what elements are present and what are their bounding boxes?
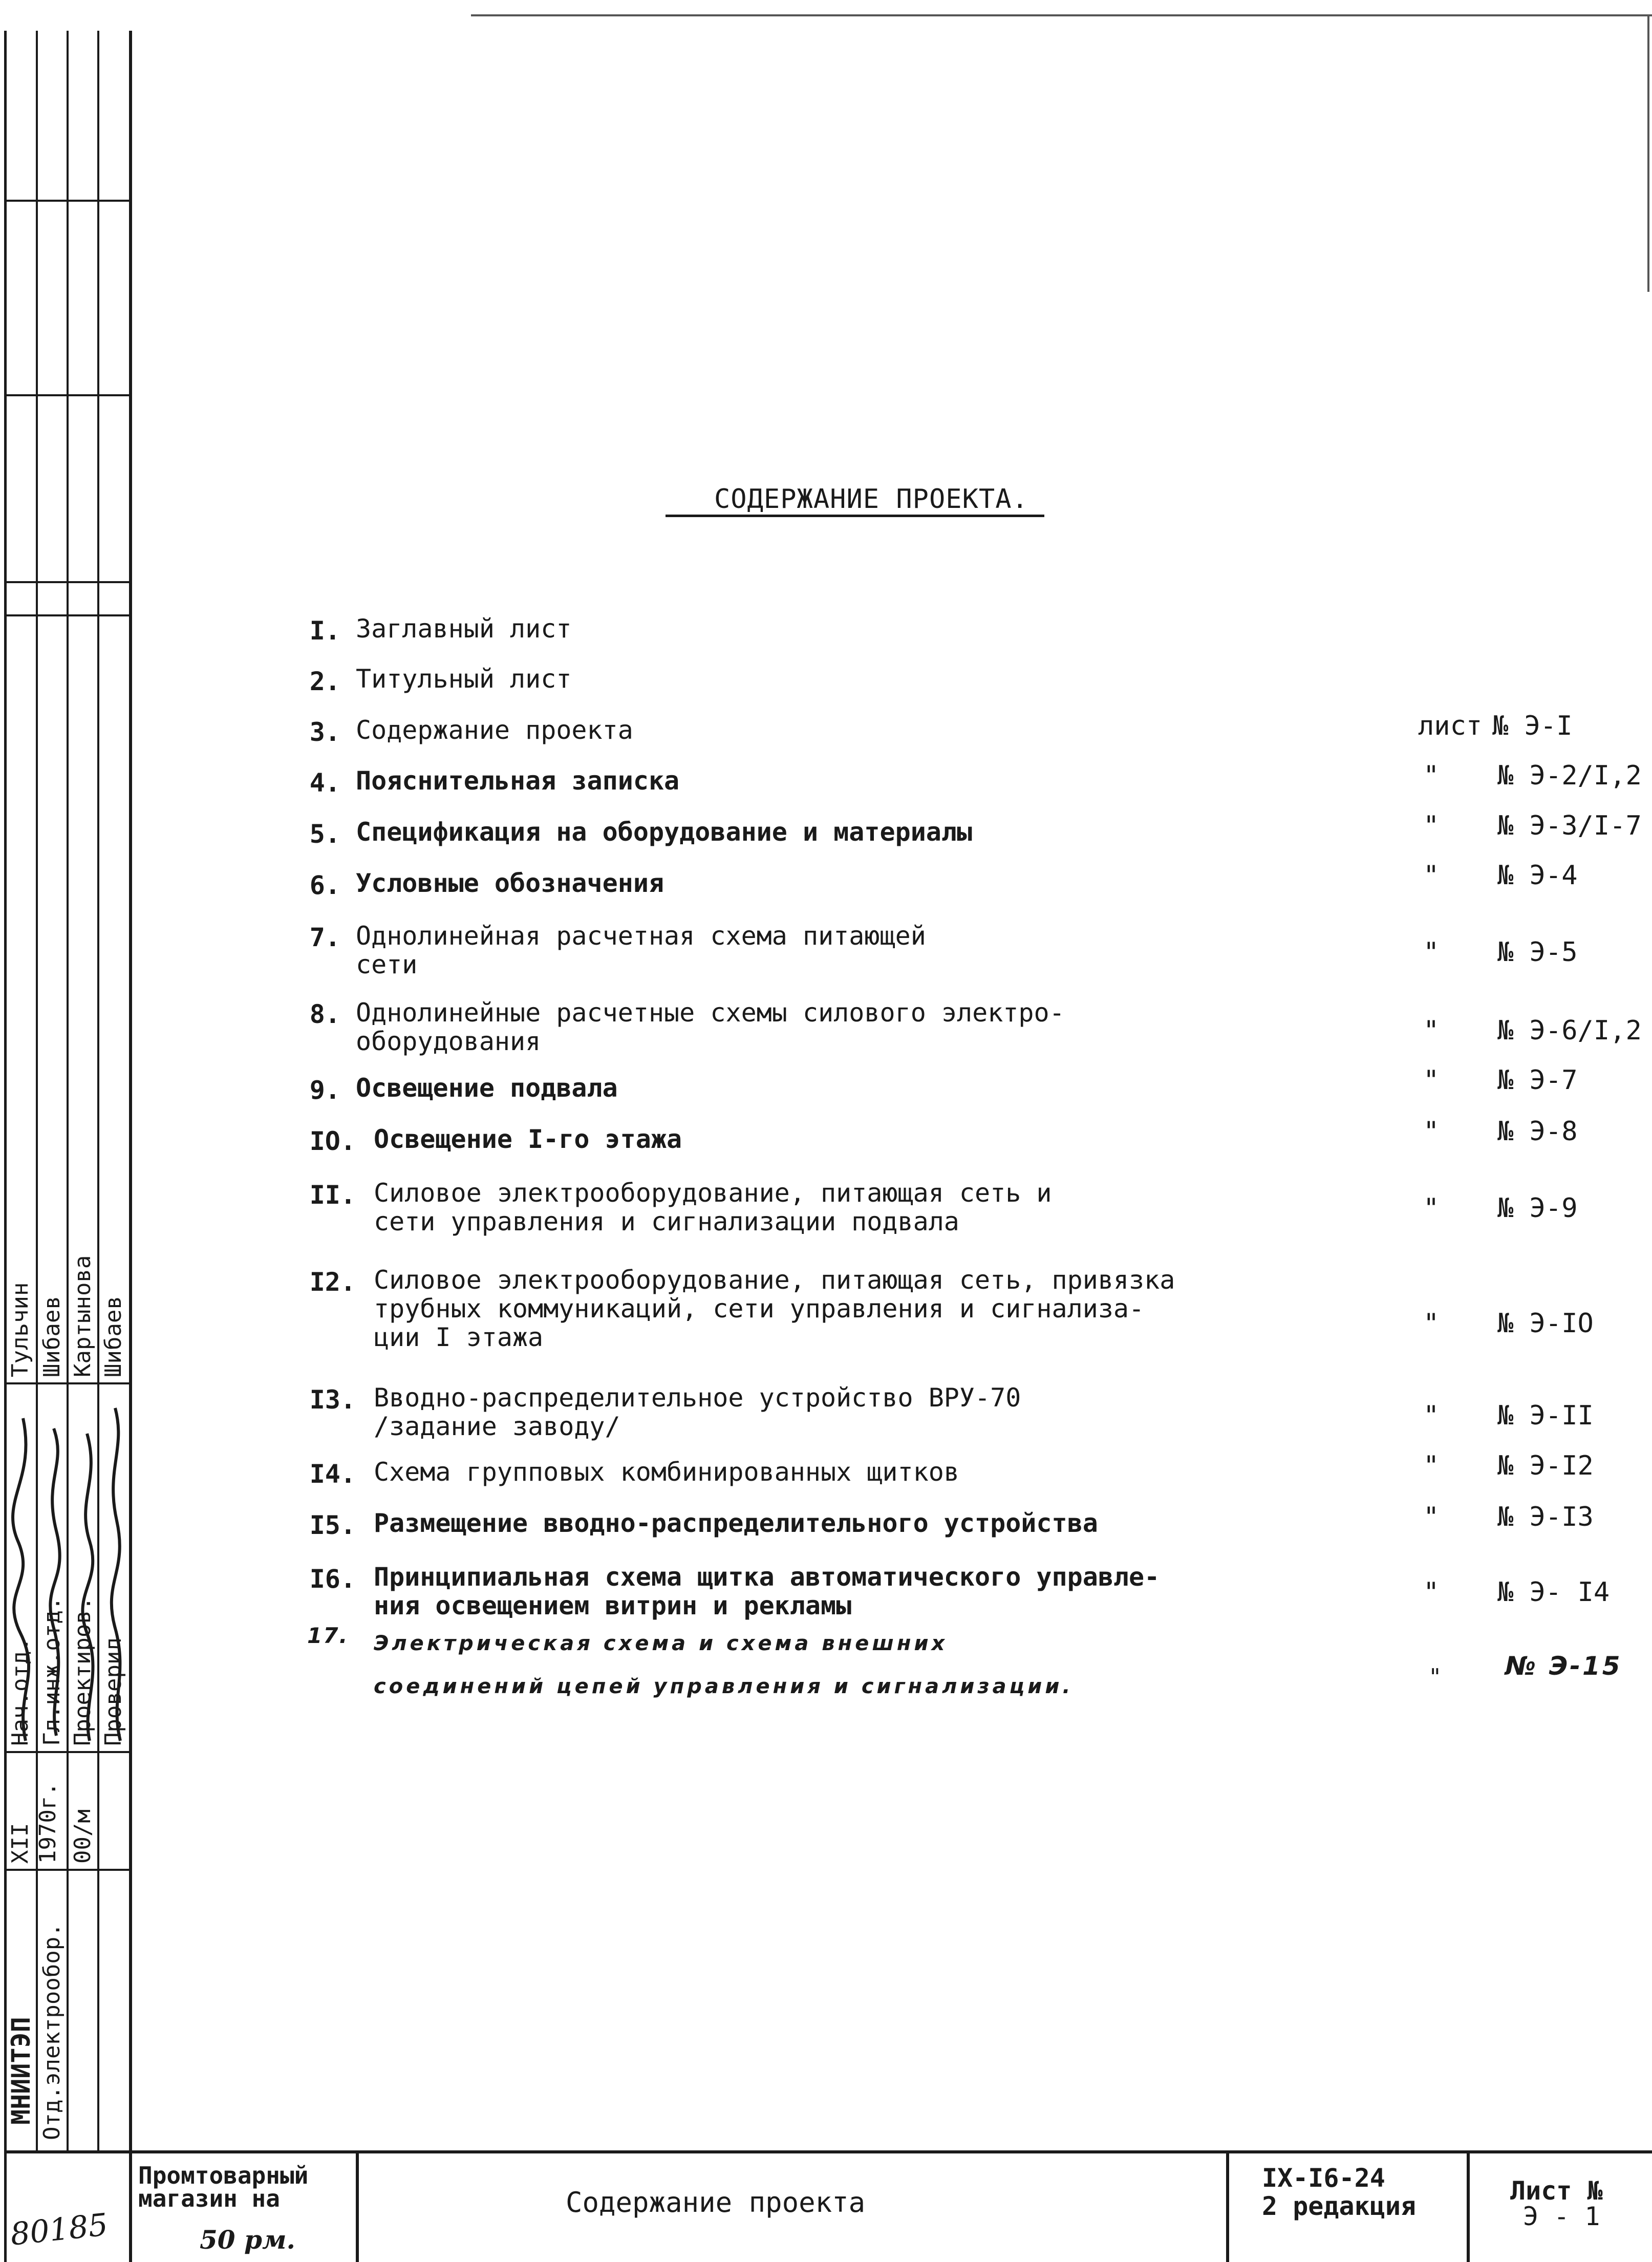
- item-text: Силовое электрооборудование, питающая сеть и сети управления и сигнализации подвала: [374, 1178, 1052, 1236]
- sheet-ref: № Э-3/I-7: [1497, 810, 1642, 841]
- sheet-ref: № Э-I3: [1497, 1502, 1594, 1532]
- sheet-number: Э - 1: [1523, 2202, 1600, 2231]
- edition: 2 редакция: [1262, 2191, 1417, 2221]
- org-name: МНИИТЭП: [6, 2017, 36, 2125]
- date-month: XII: [7, 1823, 33, 1864]
- item-text: Титульный лист: [356, 664, 572, 694]
- item-number: IO.: [309, 1126, 356, 1156]
- sheet-ref: № Э-8: [1497, 1116, 1578, 1147]
- sheet-ref: № Э-15: [1505, 1651, 1622, 1681]
- sheet-label: ": [1423, 760, 1440, 791]
- dept-name: Отд.электрообор.: [39, 1923, 65, 2140]
- item-text: Содержание проекта: [356, 715, 633, 745]
- sheet-ref: № Э-I: [1492, 711, 1573, 741]
- object-name-line-3: 50 рм.: [200, 2225, 295, 2255]
- item-number: 7.: [309, 923, 340, 952]
- sheet-label: ": [1423, 1308, 1440, 1339]
- sheet-ref: № Э-7: [1497, 1065, 1578, 1096]
- date-year: 1970г.: [35, 1782, 61, 1864]
- item-number: 17.: [307, 1623, 349, 1648]
- project-code: IX-I6-24: [1262, 2163, 1385, 2193]
- title-underline: [666, 515, 1044, 517]
- item-text: Схема групповых комбинированных щитков: [374, 1457, 959, 1487]
- item-number: 9.: [309, 1075, 340, 1105]
- name-head: Тульчин: [7, 1282, 33, 1377]
- sheet-label: ": [1423, 937, 1440, 968]
- name-checker: Шибаев: [100, 1296, 126, 1377]
- sheet-label: ": [1423, 1502, 1440, 1532]
- item-number: 2.: [309, 667, 340, 696]
- archive-number: 80185: [8, 2207, 110, 2253]
- role-head: Нач.отд.: [7, 1637, 33, 1746]
- item-number: I2.: [309, 1267, 356, 1297]
- sheet-label: лист: [1418, 711, 1483, 741]
- sheet-ref: № Э-2/I,2: [1497, 760, 1642, 791]
- object-name-line-1: Промтоварный: [138, 2162, 309, 2189]
- item-text: Освещение подвала: [356, 1073, 618, 1103]
- format-mark: 00/м: [70, 1809, 96, 1864]
- item-text: Силовое электрооборудование, питающая сеть, привязка трубных коммуникаций, сети управления и сигнализа- ции I этажа: [374, 1265, 1175, 1352]
- item-text: Однолинейные расчетные схемы силового электро- оборудования: [356, 998, 1065, 1056]
- item-text: Пояснительная записка: [356, 766, 680, 796]
- role-designer: Проектиров.: [70, 1596, 96, 1746]
- role-chief-engineer: Гл.инж.отд.: [39, 1596, 65, 1746]
- item-number: 5.: [309, 819, 340, 849]
- role-checker: Проверил: [100, 1637, 126, 1746]
- sheet-label: ": [1423, 1577, 1440, 1608]
- sheet-label: ": [1423, 810, 1440, 841]
- sheet-ref: № Э-II: [1497, 1400, 1594, 1431]
- name-designer: Картынова: [70, 1255, 96, 1377]
- item-text: Спецификация на оборудование и материалы: [356, 817, 973, 847]
- signatures: [5, 1388, 131, 1746]
- item-number: I.: [309, 616, 340, 646]
- item-text: Размещение вводно-распределительного устройства: [374, 1508, 1098, 1538]
- sheet-label: Лист №: [1510, 2176, 1603, 2206]
- item-number: I5.: [309, 1510, 356, 1540]
- sheet-label: ": [1428, 1664, 1442, 1690]
- sheet-label: ": [1423, 860, 1440, 891]
- item-text: Однолинейная расчетная схема питающей сети: [356, 921, 926, 979]
- sheet-ref: № Э-9: [1497, 1193, 1578, 1224]
- sheet-ref: № Э-IO: [1497, 1308, 1594, 1339]
- item-number: I3.: [309, 1385, 356, 1415]
- item-text: Вводно-распределительное устройство ВРУ-70 /задание заводу/: [374, 1383, 1021, 1441]
- item-text: Заглавный лист: [356, 614, 572, 644]
- sheet-label: ": [1423, 1116, 1440, 1147]
- sheet-ref: № Э-I2: [1497, 1450, 1594, 1481]
- item-text: Условные обозначения: [356, 868, 664, 898]
- name-chief-engineer: Шибаев: [39, 1296, 65, 1377]
- item-number: I4.: [309, 1459, 356, 1489]
- page-title: СОДЕРЖАНИЕ ПРОЕКТА.: [714, 484, 1028, 515]
- item-number: 8.: [309, 999, 340, 1029]
- sheet-label: ": [1423, 1193, 1440, 1224]
- item-text: Электрическая схема и схема внешних соединений цепей управления и сигнализации.: [374, 1632, 1074, 1698]
- item-number: 6.: [309, 870, 340, 900]
- item-number: 4.: [309, 768, 340, 798]
- sheet-ref: № Э-4: [1497, 860, 1578, 891]
- item-number: 3.: [309, 717, 340, 747]
- sheet-label: ": [1423, 1015, 1440, 1046]
- sheet-ref: № Э- I4: [1497, 1577, 1610, 1608]
- item-number: I6.: [309, 1564, 356, 1594]
- item-text: Освещение I-го этажа: [374, 1124, 682, 1154]
- sheet-label: ": [1423, 1450, 1440, 1481]
- sheet-label: ": [1423, 1065, 1440, 1096]
- sheet-label: ": [1423, 1400, 1440, 1431]
- sheet-ref: № Э-6/I,2: [1497, 1015, 1642, 1046]
- object-name-line-2: магазин на: [138, 2185, 280, 2212]
- sheet-name: Содержание проекта: [566, 2186, 866, 2218]
- item-number: II.: [309, 1180, 356, 1210]
- item-text: Принципиальная схема щитка автоматического управле- ния освещением витрин и рекламы: [374, 1562, 1160, 1620]
- sheet-ref: № Э-5: [1497, 937, 1578, 968]
